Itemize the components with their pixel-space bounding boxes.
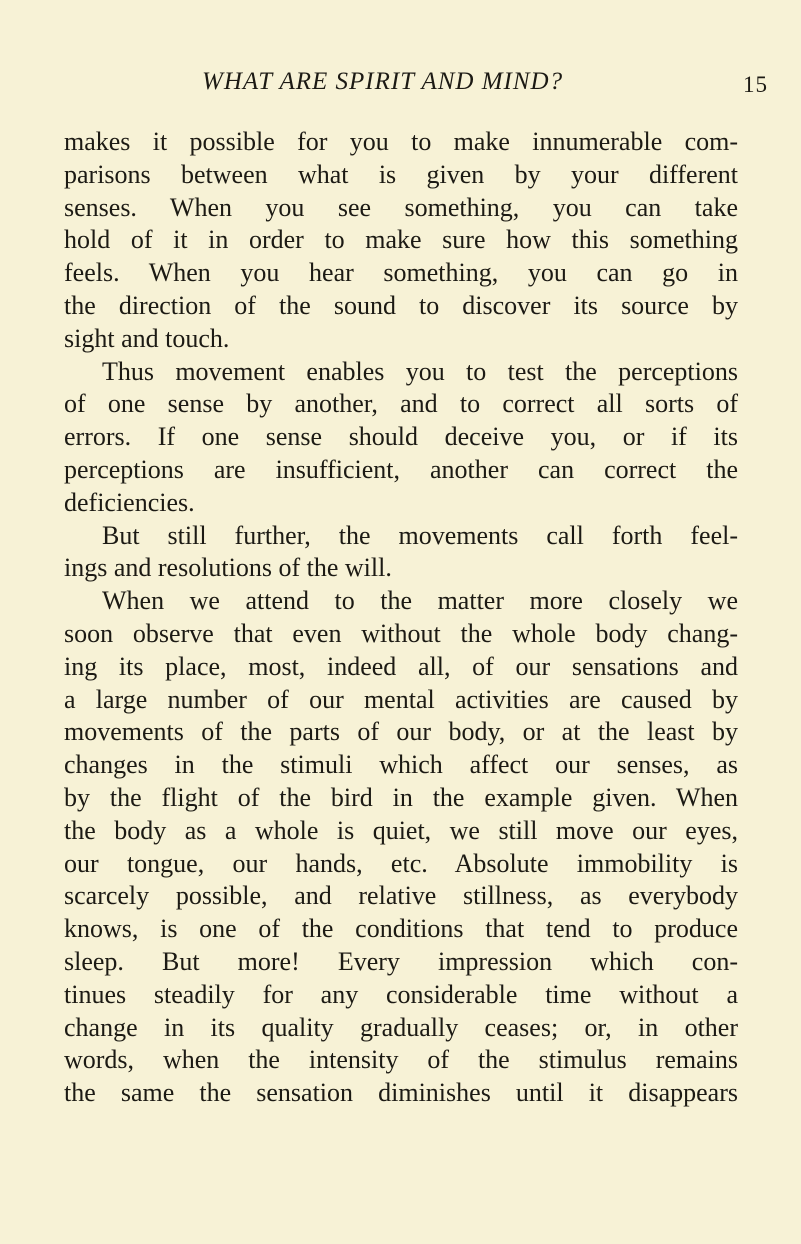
text-line: sight and touch. <box>64 323 230 353</box>
text-line: parisons between what is given by your different <box>64 159 738 189</box>
text-line: scarcely possible, and relative stillness, as everybody <box>64 881 738 911</box>
running-head <box>0 68 801 108</box>
text-line: of one sense by another, and to correct all sorts of <box>64 389 738 419</box>
text-line: Thus movement enables you to test the perceptions <box>102 356 738 386</box>
text-line: change in its quality gradually ceases; or, in other <box>64 1012 738 1042</box>
text-line: sleep. But more! Every impression which con- <box>64 946 738 976</box>
text-line: feels. When you hear something, you can go in <box>64 258 738 288</box>
text-line: hold of it in order to make sure how this something <box>64 225 738 255</box>
page-number: 15 <box>743 72 768 97</box>
body-text <box>64 126 738 1110</box>
text-line: tinues steadily for any considerable time without a <box>64 979 738 1009</box>
text-line: changes in the stimuli which affect our senses, as <box>64 750 738 780</box>
text-line: the body as a whole is quiet, we still move our eyes, <box>64 815 738 845</box>
text-line: senses. When you see something, you can take <box>64 192 738 222</box>
text-line: words, when the intensity of the stimulus remains <box>64 1045 738 1075</box>
text-line: makes it possible for you to make innumerable com- <box>64 127 738 156</box>
text-line: deficiencies. <box>64 487 195 517</box>
text-line: ing its place, most, indeed all, of our sensations and <box>64 651 738 681</box>
text-line: errors. If one sense should deceive you, or if its <box>64 422 738 452</box>
text-line: soon observe that even without the whole body chang- <box>64 618 738 648</box>
text-line: the same the sensation diminishes until it disappears <box>64 1078 738 1108</box>
text-line: knows, is one of the conditions that tend to produce <box>64 914 738 944</box>
text-line: by the flight of the bird in the example given. When <box>64 782 738 812</box>
text-line: our tongue, our hands, etc. Absolute immobility is <box>64 848 738 878</box>
running-title: WHAT ARE SPIRIT AND MIND? <box>202 68 564 95</box>
text-line: movements of the parts of our body, or at the least by <box>64 717 738 747</box>
text-line: ings and resolutions of the will. <box>64 553 392 583</box>
text-line: a large number of our mental activities are caused by <box>64 684 738 714</box>
text-line: When we attend to the matter more closely we <box>102 586 738 616</box>
text-line: perceptions are insufficient, another can correct the <box>64 454 738 484</box>
text-line: But still further, the movements call forth feel- <box>102 520 738 550</box>
text-line: the direction of the sound to discover its source by <box>64 290 738 320</box>
